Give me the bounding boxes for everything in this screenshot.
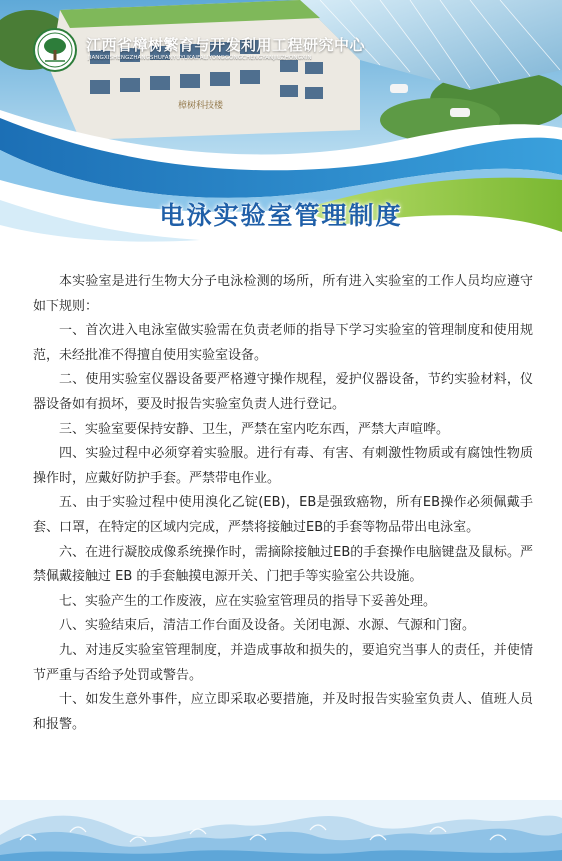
wave-pattern	[0, 800, 562, 861]
rule-item-2: 二、使用实验室仪器设备要严格遵守操作规程，爱护仪器设备，节约实验材料，仪器设备如有损坏，要及时报告实验室负责人进行登记。	[33, 372, 533, 412]
rule-item-10: 十、如发生意外事件，应立即采取必要措施，并及时报告实验室负责人、值班人员和报警。	[33, 692, 533, 732]
intro-paragraph: 本实验室是进行生物大分子电泳检测的场所，所有进入实验室的工作人员均应遵守如下规则：	[33, 274, 533, 314]
rule-item-6: 六、在进行凝胶成像系统操作时，需摘除接触过EB的手套操作电脑键盘及鼠标。严禁佩戴接触过 EB 的手套触摸电源开关、门把手等实验室公共设施。	[33, 544, 533, 585]
building-sign: 樟树科技楼	[178, 101, 224, 111]
rule-item-3: 三、实验室要保持安静、卫生，严禁在室内吃东西，严禁大声喧哗。	[59, 421, 450, 437]
rule-item-8: 八、实验结束后，清洁工作台面及设备。关闭电源、水源、气源和门窗。	[59, 618, 476, 634]
rule-item-9: 九、对违反实验室管理制度，并造成事故和损失的，要追究当事人的责任，并使情节严重与否给予处罚或警告。	[33, 642, 533, 683]
rule-item-5: 五、由于实验过程中使用溴化乙锭(EB)，EB是强致癌物，所有EB操作必须佩戴手套、口罩，在特定的区域内完成，严禁将接触过EB的手套等物品带出电泳室。	[33, 495, 533, 535]
org-pinyin: JIANGXISHENGZHANGSHUFANYUYUKAIFALIYONGGONGCHENGYANJIUZHONGXIN	[88, 55, 312, 61]
rule-item-4: 四、实验过程中必须穿着实验服。进行有毒、有害、有刺激性物质或有腐蚀性物质操作时，应戴好防护手套。严禁带电作业。	[33, 446, 533, 486]
org-logo	[33, 28, 77, 72]
footer-waves	[0, 800, 562, 861]
car	[390, 84, 408, 93]
org-name: 江西省樟树繁育与开发利用工程研究中心	[86, 36, 366, 54]
rule-item-7: 七、实验产生的工作废液，应在实验室管理员的指导下妥善处理。	[59, 593, 437, 609]
page-title: 电泳实验室管理制度	[159, 201, 403, 230]
rule-item-1: 一、首次进入电泳室做实验需在负责老师的指导下学习实验室的管理制度和使用规范，未经批准不得擅自使用实验室设备。	[33, 323, 533, 363]
rules-body	[33, 270, 533, 737]
car	[450, 108, 470, 117]
camphor-tree-icon	[35, 30, 75, 70]
